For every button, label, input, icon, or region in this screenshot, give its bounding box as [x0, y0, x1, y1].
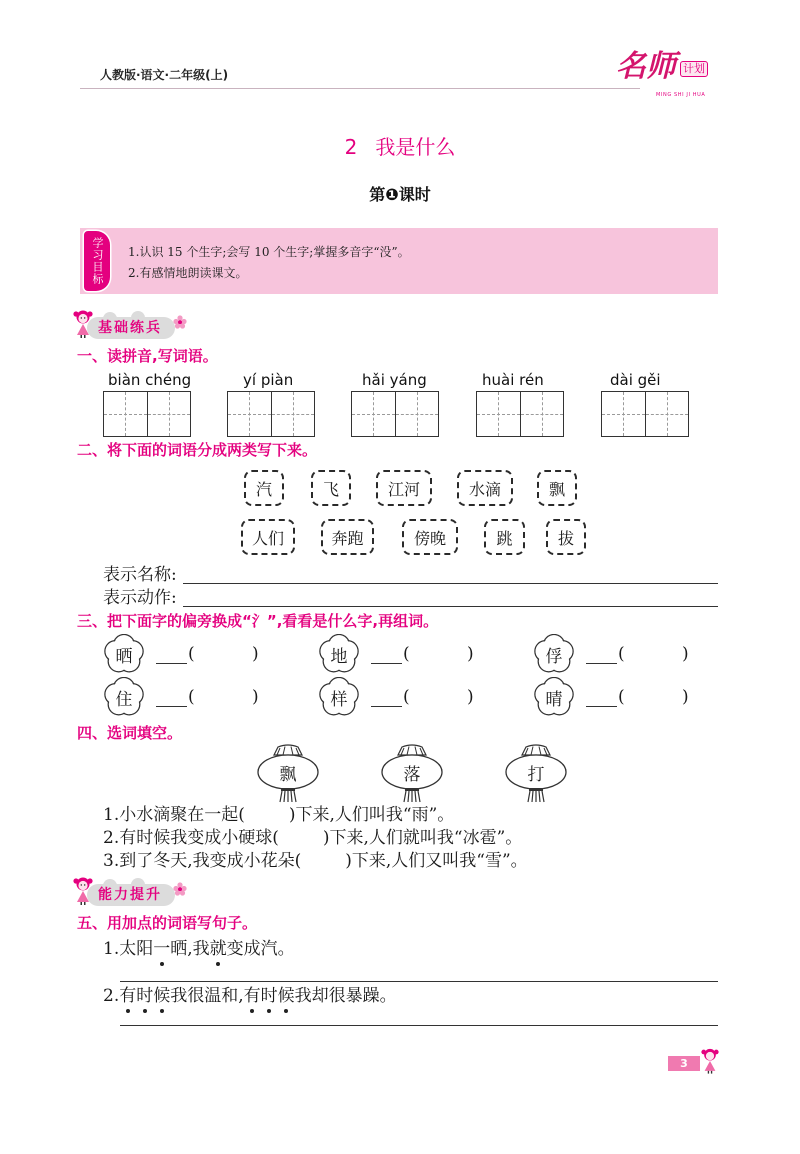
example-sentence	[103, 986, 397, 1006]
grid-cell	[104, 392, 147, 436]
lesson-number: 2	[344, 135, 358, 159]
word-stamp: 奔跑	[321, 519, 374, 555]
paren-close: )	[682, 644, 689, 664]
logo-main-text: 名师	[616, 49, 676, 84]
word-option	[380, 744, 444, 804]
book-info: 人教版·语文·二年级(上)	[100, 68, 229, 82]
names-label: 表示名称:	[103, 565, 177, 585]
word-stamp: 拔	[546, 519, 586, 555]
writing-grid-box	[601, 391, 689, 437]
option-char: 打	[527, 764, 545, 785]
pinyin-label: yí piàn	[243, 371, 294, 389]
paren-open: (	[403, 687, 410, 707]
names-answer-line	[183, 583, 718, 584]
sentence-segment: 我却很暴躁。	[294, 986, 397, 1006]
word-stamp: 人们	[241, 519, 295, 555]
part-header-basic	[73, 309, 189, 341]
goal-item: 1.认识 15 个生字;会写 10 个生字;掌握多音字“没”。	[128, 245, 410, 259]
emphasized-word: 候	[153, 986, 171, 1006]
word-stamp: 跳	[484, 519, 525, 555]
grid-cell	[645, 392, 689, 436]
word-stamp: 汽	[244, 470, 284, 506]
grid-cell	[602, 392, 645, 436]
logo-box-text: 计划	[680, 61, 708, 77]
sentence-before: 3.到了冬天,我变成小花朵(	[103, 851, 302, 871]
sentence-answer-line	[120, 1025, 718, 1026]
sentence-answer-line	[120, 981, 718, 982]
learning-goals-box	[80, 228, 718, 294]
question-5-title: 五、用加点的词语写句子。	[77, 914, 258, 932]
paren-open: (	[618, 644, 625, 664]
word-option	[504, 744, 568, 804]
emphasized-word: 就	[209, 939, 227, 959]
sentence-segment: 我很温和,	[170, 986, 244, 1006]
word-stamp: 江河	[376, 470, 432, 506]
word-stamp: 飞	[311, 470, 351, 506]
grid-cell	[228, 392, 271, 436]
question-1-title: 一、读拼音,写词语。	[77, 347, 218, 365]
girl-icon	[73, 309, 93, 339]
fill-sentence	[103, 828, 522, 848]
word-stamp: 水滴	[457, 470, 513, 506]
radical-char: 住	[115, 689, 133, 710]
sentence-after: )下来,人们又叫我“雪”。	[345, 851, 528, 871]
word-stamp: 傍晚	[402, 519, 458, 555]
flower-icon	[173, 881, 187, 895]
page-number: 3	[668, 1056, 700, 1071]
writing-grid-box	[103, 391, 191, 437]
flower-icon	[173, 314, 187, 328]
word-stamp: 飘	[537, 470, 577, 506]
new-char-blank	[156, 706, 187, 707]
emphasized-word: 有	[243, 986, 261, 1006]
radical-item	[102, 634, 262, 674]
example-sentence	[103, 939, 295, 959]
actions-answer-line	[183, 606, 718, 607]
sentence-segment: 变成汽。	[226, 939, 295, 959]
actions-label: 表示动作:	[103, 588, 177, 608]
grid-cell	[395, 392, 439, 436]
grid-cell	[352, 392, 395, 436]
emphasized-word: 一	[153, 939, 171, 959]
publisher-logo	[616, 48, 730, 104]
fill-sentence	[103, 805, 454, 825]
paren-close: )	[252, 644, 259, 664]
writing-grid-box	[351, 391, 439, 437]
word-option	[256, 744, 320, 804]
question-4-title: 四、选词填空。	[77, 724, 183, 742]
radical-item	[102, 677, 262, 717]
emphasized-word: 有	[119, 986, 137, 1006]
writing-grid-box	[476, 391, 564, 437]
new-char-blank	[156, 663, 187, 664]
pinyin-label: hǎi yáng	[362, 371, 427, 389]
new-char-blank	[371, 663, 402, 664]
lesson-period: 第❶课时	[369, 185, 431, 204]
pinyin-label: biàn chéng	[108, 371, 192, 389]
grid-cell	[477, 392, 520, 436]
sentence-before: 1.小水滴聚在一起(	[103, 805, 245, 825]
new-char-blank	[371, 706, 402, 707]
sentence-segment: 1.太阳	[103, 939, 154, 959]
grid-cell	[520, 392, 564, 436]
pinyin-label: dài gěi	[610, 371, 661, 389]
sentence-before: 2.有时候我变成小硬球(	[103, 828, 279, 848]
writing-grid-box	[227, 391, 315, 437]
girl-icon	[701, 1047, 719, 1075]
paren-open: (	[188, 687, 195, 707]
sentence-after: )下来,人们就叫我“冰雹”。	[322, 828, 523, 848]
radical-item	[317, 677, 477, 717]
emphasized-word: 时	[260, 986, 278, 1006]
header-divider	[80, 88, 640, 89]
new-char-blank	[586, 663, 617, 664]
paren-open: (	[188, 644, 195, 664]
option-char: 落	[403, 764, 421, 785]
radical-char: 地	[330, 646, 348, 667]
radical-item	[532, 677, 692, 717]
sentence-segment: 2.	[103, 986, 120, 1006]
girl-icon	[73, 876, 93, 906]
part-header-label: 基础练兵	[98, 320, 162, 336]
logo-pinyin-text: MING SHI JI HUA	[656, 92, 706, 98]
part-header-label: 能力提升	[98, 887, 162, 903]
learning-goals-tab: 学习目标	[84, 231, 110, 291]
emphasized-word: 候	[277, 986, 295, 1006]
goal-item: 2.有感情地朗读课文。	[128, 266, 248, 280]
paren-open: (	[403, 644, 410, 664]
radical-char: 晴	[545, 689, 563, 710]
sentence-segment: 晒,我	[170, 939, 210, 959]
option-char: 飘	[279, 764, 297, 785]
emphasized-word: 时	[136, 986, 154, 1006]
pinyin-label: huài rén	[482, 371, 544, 389]
question-3-title: 三、把下面字的偏旁换成“氵”,看看是什么字,再组词。	[77, 612, 439, 630]
radical-item	[317, 634, 477, 674]
lesson-title	[0, 134, 800, 160]
radical-char: 晒	[115, 646, 133, 667]
lesson-title-text: 我是什么	[375, 135, 456, 159]
radical-char: 样	[330, 689, 348, 710]
sentence-after: )下来,人们叫我“雨”。	[288, 805, 455, 825]
radical-item	[532, 634, 692, 674]
paren-open: (	[618, 687, 625, 707]
paren-close: )	[682, 687, 689, 707]
part-header-advanced	[73, 876, 189, 908]
question-2-title: 二、将下面的词语分成两类写下来。	[77, 441, 318, 459]
radical-char: 俘	[545, 646, 563, 667]
paren-close: )	[467, 644, 474, 664]
paren-close: )	[467, 687, 474, 707]
new-char-blank	[586, 706, 617, 707]
grid-cell	[147, 392, 191, 436]
paren-close: )	[252, 687, 259, 707]
grid-cell	[271, 392, 315, 436]
fill-sentence	[103, 851, 528, 871]
